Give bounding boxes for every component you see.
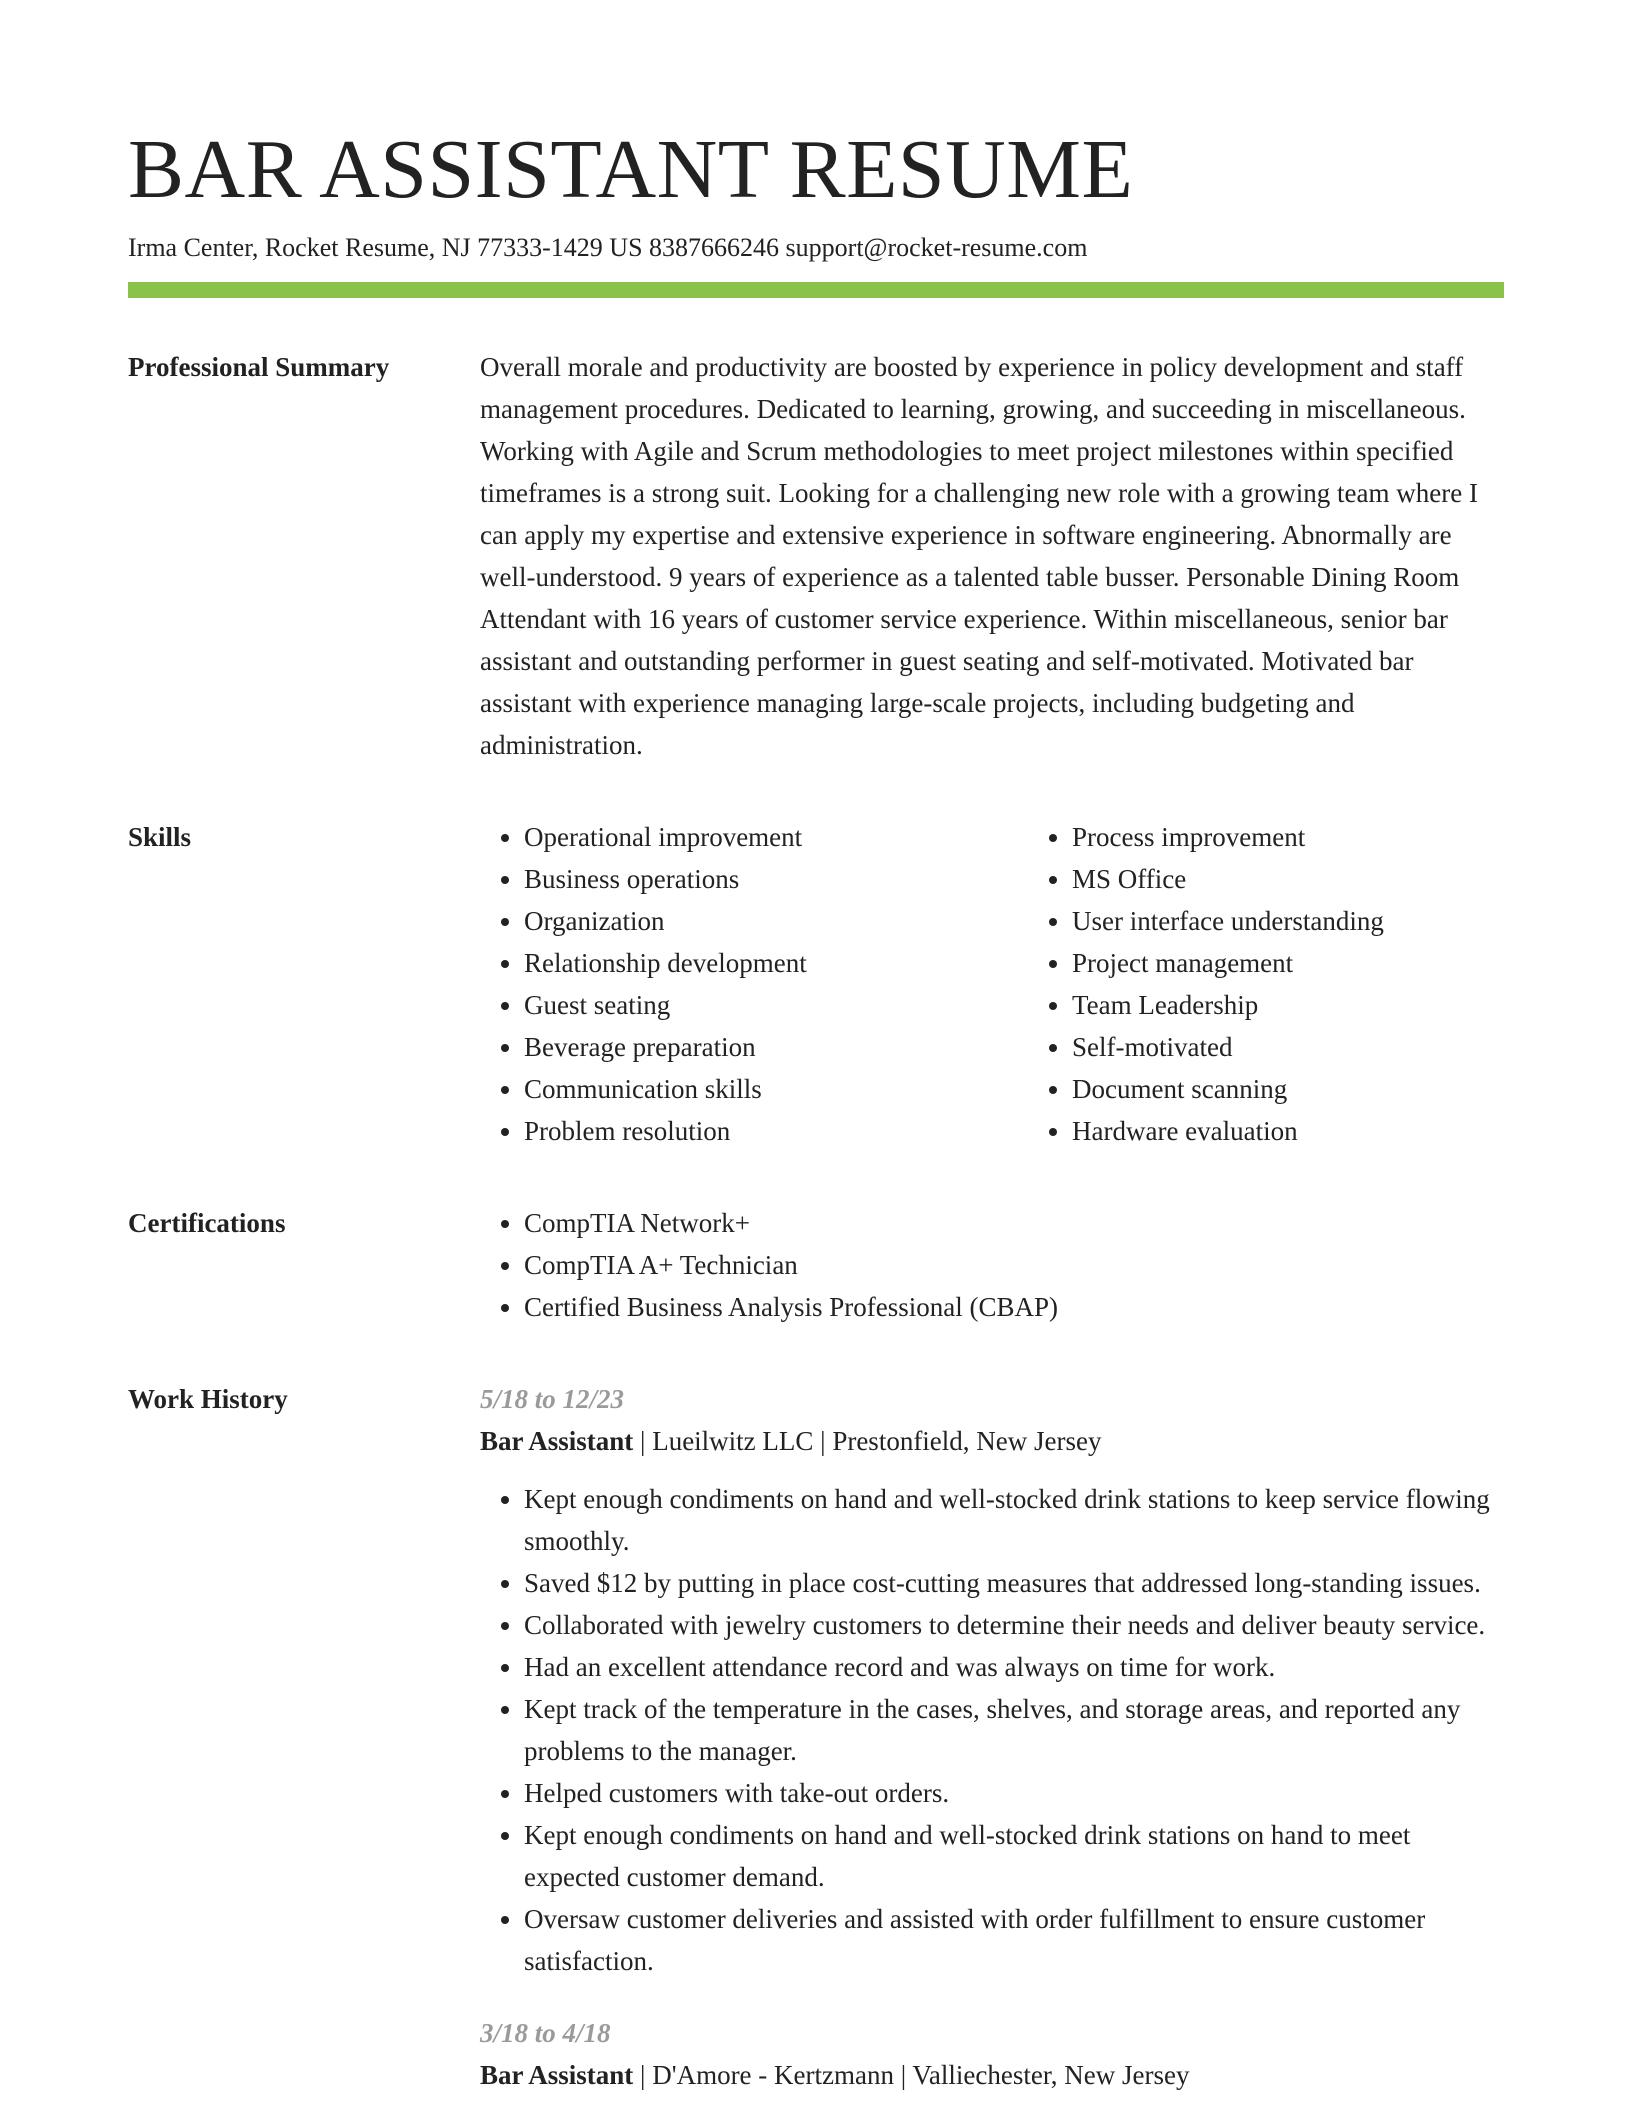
summary-content <box>480 346 1504 766</box>
certification-item: • CompTIA Network+ <box>524 1202 1504 1244</box>
duty-item: • Kept enough condiments on hand and well-stocked drink stations to keep service flowing smoothly. <box>524 1478 1504 1562</box>
skill-item: • MS Office <box>1072 858 1576 900</box>
skill-item: • Guest seating <box>524 984 1028 1026</box>
skill-item: • Communication skills <box>524 1068 1028 1110</box>
skill-item: • Business operations <box>524 858 1028 900</box>
job-title: Bar Assistant <box>480 2060 634 2090</box>
job-entry <box>480 1378 1504 1982</box>
skill-item: • Relationship development <box>524 942 1028 984</box>
skill-item: • Organization <box>524 900 1028 942</box>
skill-item: • Process improvement <box>1072 816 1576 858</box>
resume-title: BAR ASSISTANT RESUME <box>128 123 1134 216</box>
duty-item: • Oversaw customer deliveries and assisted with order fulfillment to ensure customer satisfaction. <box>524 1898 1504 1982</box>
summary-text: Overall morale and productivity are boosted by experience in policy development and staff management procedures. Dedicated to learning, growing, and succeeding in miscellaneous. Working with Agile and Scrum methodologies to meet project milestones within specified timeframes is a strong suit. Looking for a challenging new role with a growing team where I can apply my expertise and extensive experience in software engineering. Abnormally are well-understood. 9 years of experience as a talented table busser. Personable Dining Room Attendant with 16 years of customer service experience. Within miscellaneous, senior bar assistant and outstanding performer in guest seating and self-motivated. Motivated bar assistant with experience managing large-scale projects, including budgeting and administration. <box>480 352 1478 760</box>
work-history-label: Work History <box>128 1384 288 1414</box>
contact-line: Irma Center, Rocket Resume, NJ 77333-1429 US 8387666246 support@rocket-resume.com <box>128 233 1088 262</box>
job-details: | D'Amore - Kertzmann | Valliechester, New Jersey <box>633 2060 1190 2090</box>
certifications-label: Certifications <box>128 1208 286 1238</box>
skill-item: • Self-motivated <box>1072 1026 1576 1068</box>
skill-item: • Problem resolution <box>524 1110 1028 1152</box>
accent-divider <box>128 282 1504 298</box>
job-title: Bar Assistant <box>480 1426 634 1456</box>
skills-label: Skills <box>128 822 192 852</box>
skill-item: • Team Leadership <box>1072 984 1576 1026</box>
job-dates: 5/18 to 12/23 <box>480 1384 625 1414</box>
skills-grid <box>480 816 1576 1152</box>
certifications-section <box>128 1202 1504 1328</box>
skills-section <box>128 816 1504 1152</box>
job-duties <box>480 1478 1504 1982</box>
skills-list-left <box>480 816 1028 1152</box>
duty-item: • Collaborated with jewelry customers to determine their needs and deliver beauty service. <box>524 1604 1504 1646</box>
skill-item: • Operational improvement <box>524 816 1028 858</box>
job-heading <box>480 1420 1504 1462</box>
duty-item: • Kept track of the temperature in the cases, shelves, and storage areas, and reported any problems to the manager. <box>524 1688 1504 1772</box>
skill-item: • Document scanning <box>1072 1068 1576 1110</box>
summary-section <box>128 346 1504 766</box>
job-heading <box>480 2054 1504 2096</box>
duty-item: • Had an excellent attendance record and was always on time for work. <box>524 1646 1504 1688</box>
work-history-content <box>480 1378 1504 2096</box>
duty-item: • Saved $12 by putting in place cost-cutting measures that addressed long-standing issues. <box>524 1562 1504 1604</box>
certification-item: • Certified Business Analysis Professional (CBAP) <box>524 1286 1504 1328</box>
resume-page <box>128 0 1504 2096</box>
skill-item: • Beverage preparation <box>524 1026 1028 1068</box>
job-details: | Lueilwitz LLC | Prestonfield, New Jersey <box>633 1426 1102 1456</box>
skill-item: • User interface understanding <box>1072 900 1576 942</box>
certifications-list <box>480 1202 1504 1328</box>
certification-item: • CompTIA A+ Technician <box>524 1244 1504 1286</box>
work-history-section <box>128 1378 1504 2096</box>
skills-list-right <box>1028 816 1576 1152</box>
duty-item: • Helped customers with take-out orders. <box>524 1772 1504 1814</box>
skill-item: • Project management <box>1072 942 1576 984</box>
job-entry <box>480 2012 1504 2096</box>
certifications-content <box>480 1202 1504 1328</box>
summary-label: Professional Summary <box>128 352 390 382</box>
job-dates: 3/18 to 4/18 <box>480 2018 611 2048</box>
duty-item: • Kept enough condiments on hand and well-stocked drink stations on hand to meet expected customer demand. <box>524 1814 1504 1898</box>
skill-item: • Hardware evaluation <box>1072 1110 1576 1152</box>
